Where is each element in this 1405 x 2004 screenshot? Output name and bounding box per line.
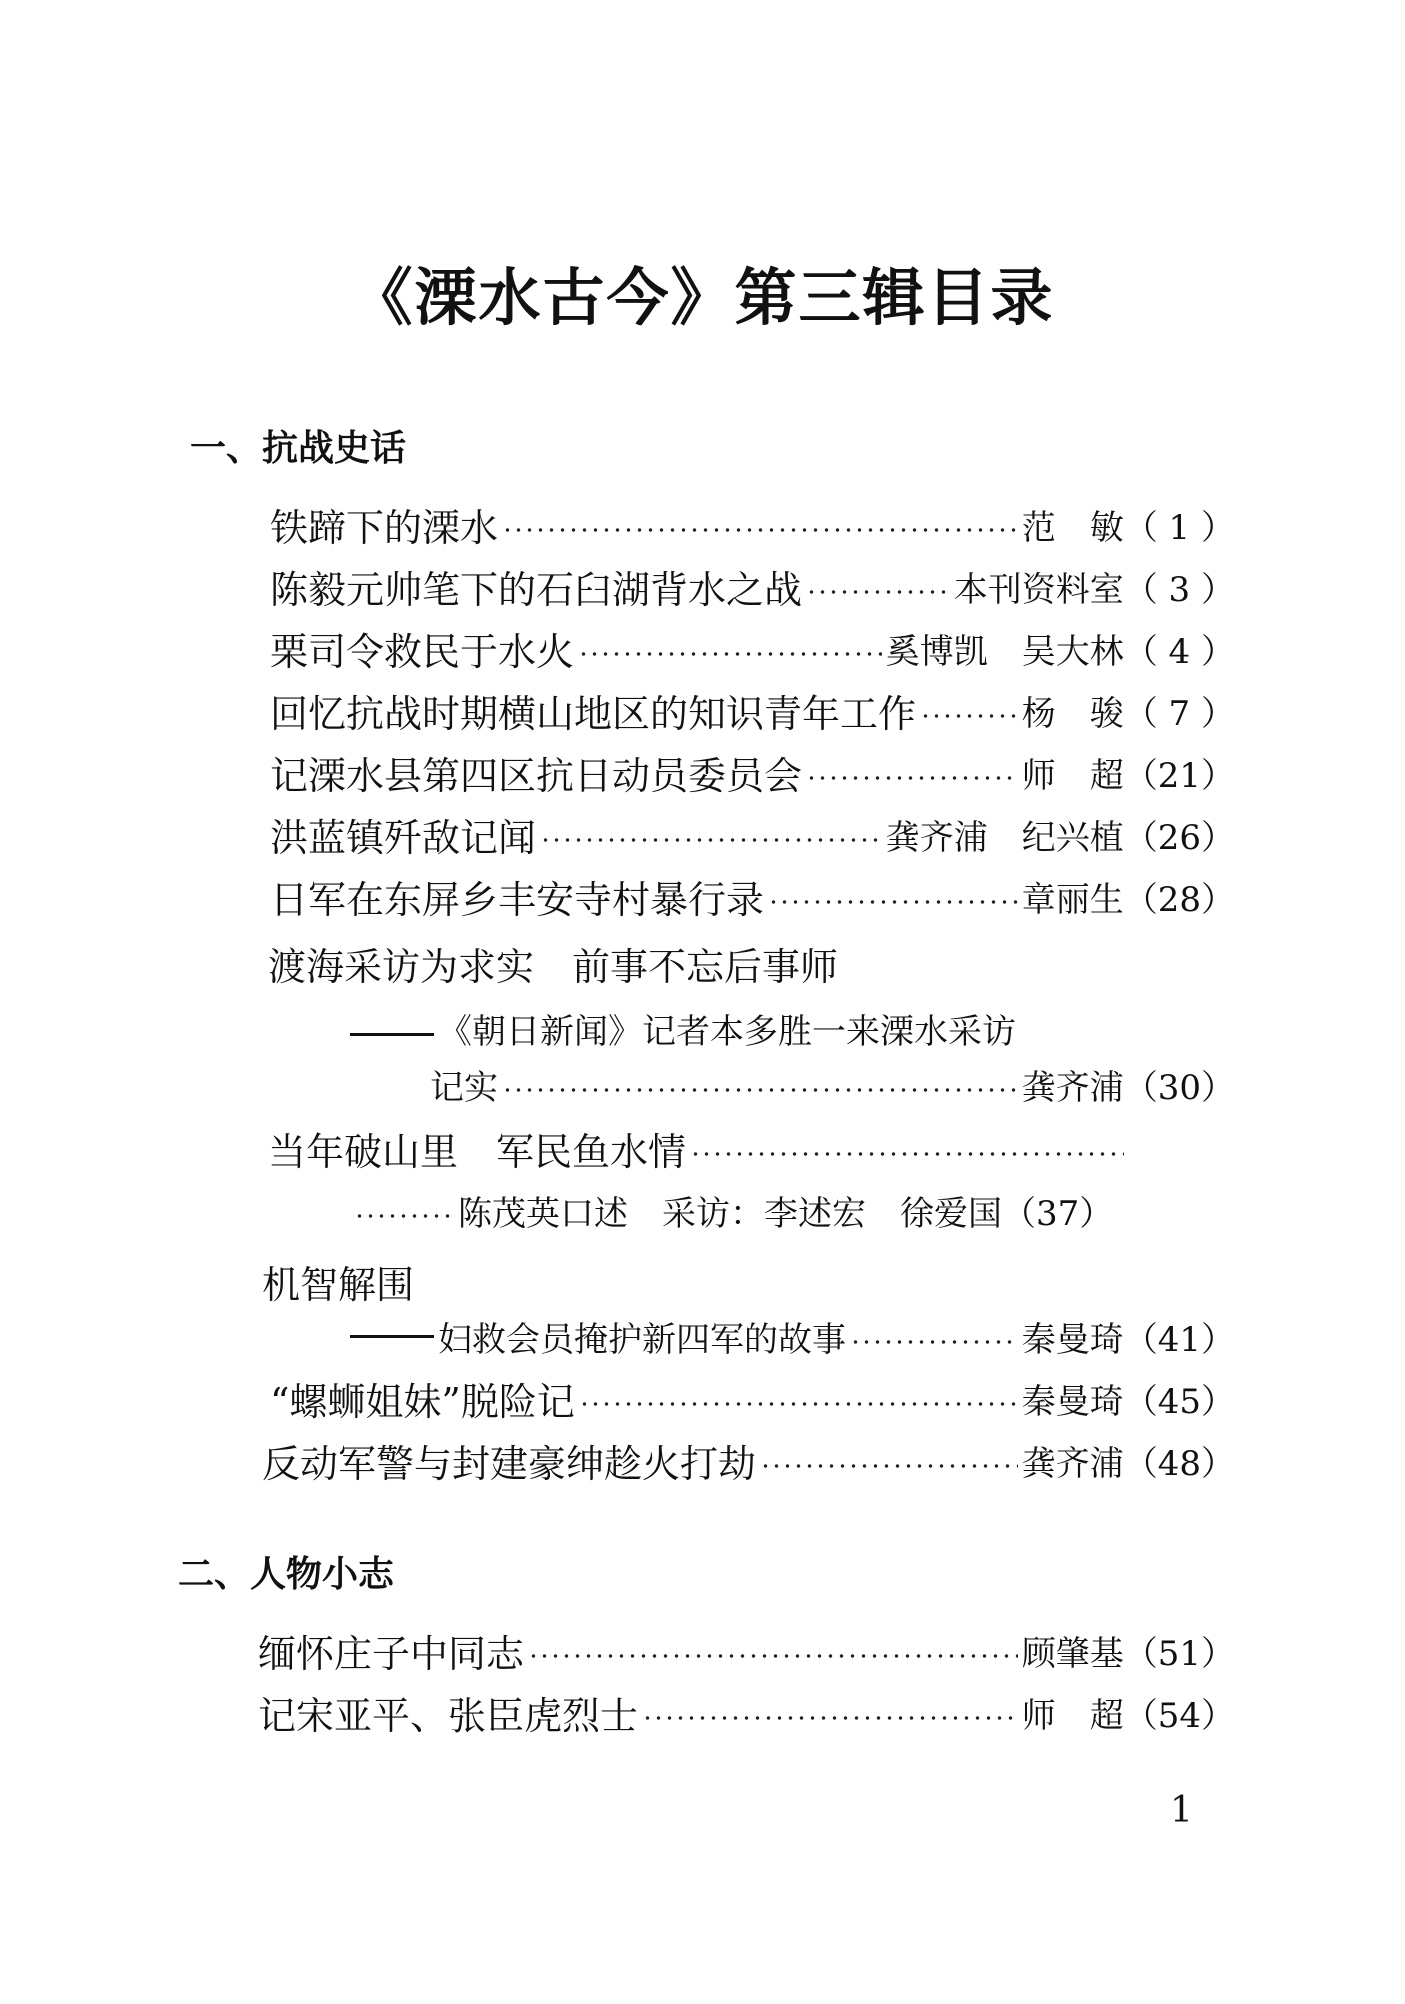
leader-dots: [760, 1463, 1018, 1469]
entry-title: 洪蓝镇歼敌记闻: [270, 815, 537, 860]
entry-page: （ 7 ）: [1123, 693, 1235, 734]
entry-page: （30）: [1123, 1067, 1235, 1108]
entry-author: 龚齐浦 纪兴植: [885, 817, 1124, 858]
entry-page: （28）: [1123, 879, 1235, 920]
entry-title: 栗司令救民于水火: [270, 629, 575, 674]
entry-page: （26）: [1123, 817, 1235, 858]
toc-entry: [270, 624, 1235, 672]
page-number: 1: [1170, 1790, 1193, 1831]
entry-page: （ 1 ）: [1123, 507, 1235, 548]
entry-page: （41）: [1123, 1319, 1235, 1360]
toc-entry: [258, 1626, 1235, 1674]
toc-entry: [270, 500, 1235, 548]
entry-title: 渡海采访为求实 前事不忘后事师: [268, 945, 839, 989]
leader-dots: [806, 589, 950, 595]
entry-page: （37）: [1002, 1193, 1114, 1234]
leader-dots: [528, 1653, 1018, 1659]
leader-dots: [806, 775, 1018, 781]
entry-author: 师 超: [1021, 755, 1124, 796]
entry-page: （45）: [1123, 1381, 1235, 1422]
entry-subtitle-text: 《朝日新闻》记者本多胜一来溧水采访: [438, 1012, 1016, 1052]
entry-author: 秦曼琦: [1021, 1319, 1124, 1360]
entry-page: （54）: [1123, 1695, 1235, 1736]
entry-page: （48）: [1123, 1443, 1235, 1484]
leader-dots: [578, 651, 882, 657]
entry-title: 陈毅元帅笔下的石臼湖背水之战: [270, 567, 803, 612]
entry-author: 龚齐浦: [1021, 1067, 1124, 1108]
entry-subtitle: 妇救会员掩护新四军的故事: [438, 1319, 846, 1360]
entry-author: 奚博凯 吴大林: [885, 631, 1124, 672]
entry-title: 回忆抗战时期横山地区的知识青年工作: [270, 691, 917, 736]
leader-dots: [642, 1715, 1018, 1721]
entry-subtitle: [350, 1004, 1016, 1053]
entry-title: 铁蹄下的溧水: [270, 505, 499, 550]
leader-dots: [502, 527, 1018, 533]
toc-entry: [270, 872, 1235, 920]
toc-entry: [350, 1186, 1235, 1234]
leader-dots: [579, 1401, 1018, 1407]
entry-author: 章丽生: [1021, 879, 1124, 920]
entry-title: “螺蛳姐妹”脱险记: [270, 1379, 575, 1424]
toc-entry: [262, 1436, 1235, 1484]
page-title: 《溧水古今》第三辑目录: [350, 261, 1055, 334]
entry-author: 秦曼琦: [1021, 1381, 1124, 1422]
entry-author: 杨 骏: [1021, 693, 1124, 734]
toc-entry: [270, 686, 1235, 734]
toc-entry: [430, 1060, 1235, 1108]
section-heading: 二、人物小志: [178, 1554, 395, 1595]
toc-entry: [270, 748, 1235, 796]
toc-entry: [270, 1374, 1235, 1422]
entry-author: 龚齐浦: [1021, 1443, 1124, 1484]
toc-entry: [270, 810, 1235, 858]
leader-dots: [354, 1213, 454, 1219]
entry-page: （21）: [1123, 755, 1235, 796]
entry-title: 当年破山里 军民鱼水情: [268, 1129, 687, 1174]
entry-title: 机智解围: [262, 1263, 415, 1307]
entry-page: （51）: [1123, 1633, 1235, 1674]
em-dash: [350, 1335, 434, 1338]
leader-dots: [502, 1087, 1018, 1093]
leader-dots: [690, 1151, 1124, 1157]
toc-entry: [258, 1688, 1235, 1736]
entry-author: 范 敏: [1021, 507, 1124, 548]
entry-title: 缅怀庄子中同志: [258, 1631, 525, 1676]
leader-dots: [768, 899, 1018, 905]
entry-title: 记宋亚平、张臣虎烈士: [258, 1693, 639, 1738]
toc-entry: [270, 562, 1235, 610]
entry-page: （ 3 ）: [1123, 569, 1235, 610]
entry-title: 反动军警与封建豪绅趁火打劫: [262, 1441, 757, 1486]
entry-title: 记溧水县第四区抗日动员委员会: [270, 753, 803, 798]
entry-title: 日军在东屏乡丰安寺村暴行录: [270, 877, 765, 922]
entry-subtitle-cont: 记实: [430, 1067, 498, 1108]
entry-author: 顾肇基: [1021, 1633, 1124, 1674]
toc-entry: [350, 1312, 1235, 1360]
section-heading: 一、抗战史话: [190, 428, 407, 469]
leader-dots: [850, 1339, 1018, 1345]
toc-entry: [268, 1124, 1128, 1172]
entry-page: （ 4 ）: [1123, 631, 1235, 672]
entry-author: 师 超: [1021, 1695, 1124, 1736]
leader-dots: [920, 713, 1018, 719]
entry-author: 本刊资料室: [953, 569, 1124, 610]
entry-author: 陈茂英口述 采访：李述宏 徐爱国: [458, 1193, 1002, 1234]
leader-dots: [540, 837, 882, 843]
em-dash: [350, 1033, 434, 1036]
